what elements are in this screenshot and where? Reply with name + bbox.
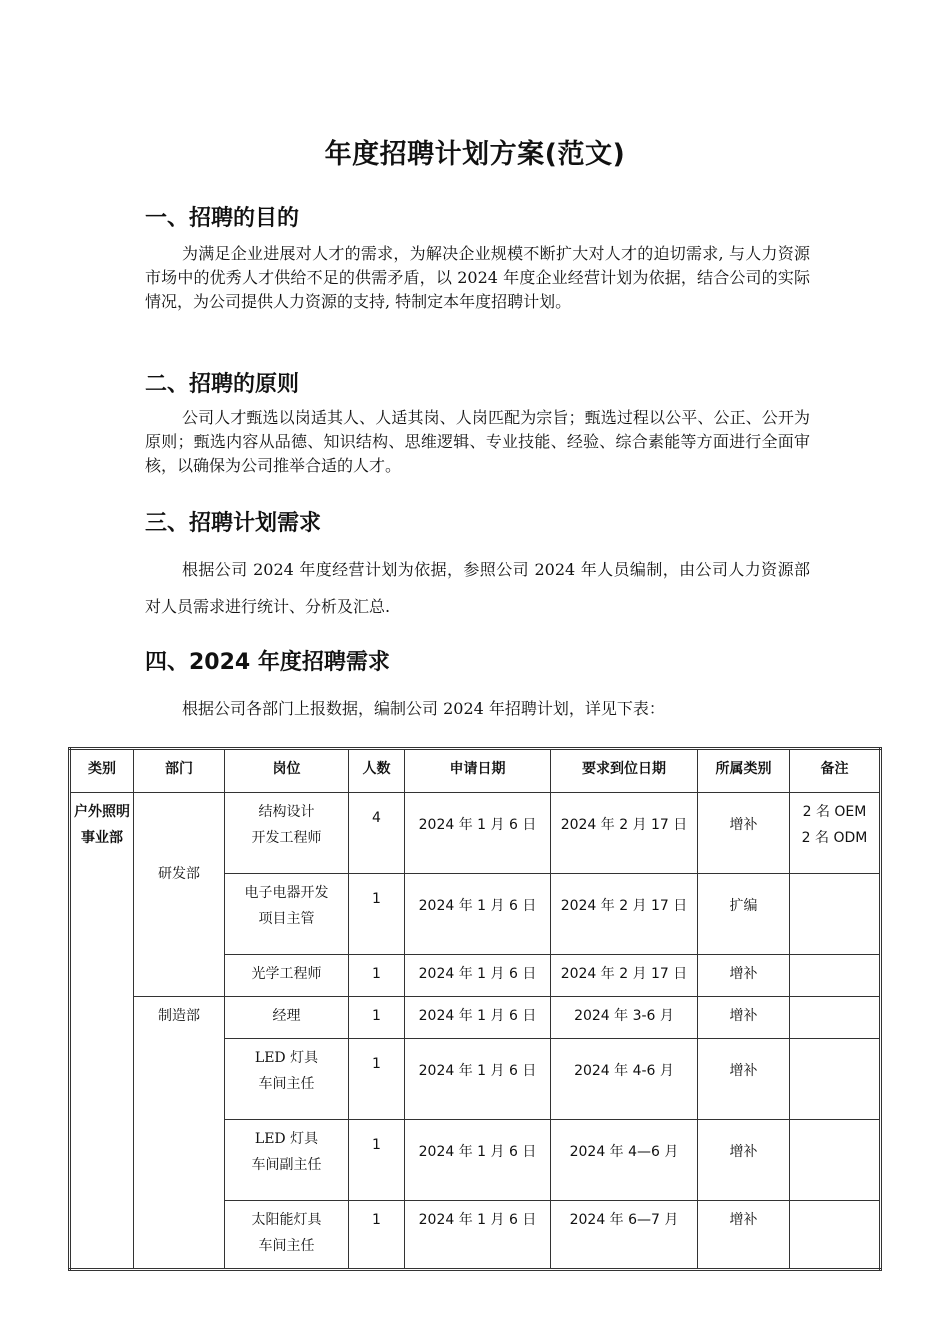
department-cell-manufacturing: 制造部 <box>134 997 225 1270</box>
note-cell <box>790 1039 881 1120</box>
section-4-heading: 四、2024 年度招聘需求 <box>145 650 390 675</box>
count-cell: 1 <box>349 1201 405 1270</box>
position-cell <box>225 1039 349 1120</box>
department-cell-rd: 研发部 <box>134 793 225 997</box>
required-date-cell: 2024 年 4-6 月 <box>551 1039 698 1120</box>
position-line-2: 车间主任 <box>258 1238 315 1254</box>
count-cell: 1 <box>349 1120 405 1201</box>
section-1-heading: 一、招聘的目的 <box>145 206 300 231</box>
apply-date-cell: 2024 年 1 月 6 日 <box>405 793 551 874</box>
type-cell: 增补 <box>698 1120 790 1201</box>
note-cell <box>790 955 881 997</box>
required-date-cell: 2024 年 2 月 17 日 <box>551 955 698 997</box>
section-3-heading: 三、招聘计划需求 <box>145 511 322 536</box>
section-1-body: 为满足企业进展对人才的需求，为解决企业规模不断扩大对人才的迫切需求, 与人力资源市场中的优秀人才供给不足的供需矛盾，以 2024 年度企业经营计划为依据，结合公司的实际情况，为公司提供人力资源的支持, 特制定本年度招聘计划。 <box>145 244 810 311</box>
position-line-1: 电子电器开发 <box>244 885 329 901</box>
note-cell <box>790 793 881 874</box>
table-row <box>70 997 881 1039</box>
count-cell: 4 <box>349 793 405 874</box>
count-cell: 1 <box>349 955 405 997</box>
category-cell: 户外照明事业部 <box>70 793 134 1270</box>
count-cell: 1 <box>349 1039 405 1120</box>
position-line-2: 车间副主任 <box>251 1157 322 1173</box>
count-cell: 1 <box>349 997 405 1039</box>
document-title: 年度招聘计划方案(范文) <box>324 139 626 170</box>
required-date-cell: 2024 年 2 月 17 日 <box>551 793 698 874</box>
section-2-body: 公司人才甄选以岗适其人、人适其岗、人岗匹配为宗旨；甄选过程以公平、公正、公开为原则；甄选内容从品德、知识结构、思维逻辑、专业技能、经验、综合素能等方面进行全面审核，以确保为公司推举合适的人才。 <box>145 408 810 475</box>
position-cell: 经理 <box>225 997 349 1039</box>
note-cell <box>790 874 881 955</box>
position-line-1: LED 灯具 <box>254 1131 319 1147</box>
count-cell: 1 <box>349 874 405 955</box>
position-line-2: 开发工程师 <box>251 830 322 846</box>
note-cell <box>790 997 881 1039</box>
header-apply-date: 申请日期 <box>405 749 551 793</box>
section-4-body: 根据公司各部门上报数据，编制公司 2024 年招聘计划，详见下表： <box>182 699 665 718</box>
header-note: 备注 <box>790 749 881 793</box>
section-3-body: 根据公司 2024 年度经营计划为依据，参照公司 2024 年人员编制，由公司人力资源部对人员需求进行统计、分析及汇总. <box>145 560 810 616</box>
apply-date-cell: 2024 年 1 月 6 日 <box>405 1039 551 1120</box>
table-row <box>70 793 881 874</box>
position-cell <box>225 793 349 874</box>
position-line-1: 太阳能灯具 <box>251 1212 322 1228</box>
apply-date-cell: 2024 年 1 月 6 日 <box>405 997 551 1039</box>
recruitment-plan-table <box>68 747 882 1271</box>
note-line-1: 2 名 OEM <box>802 804 867 820</box>
type-cell: 增补 <box>698 1201 790 1270</box>
position-line-1: LED 灯具 <box>254 1050 319 1066</box>
header-category: 类别 <box>70 749 134 793</box>
position-cell: 光学工程师 <box>225 955 349 997</box>
note-cell <box>790 1201 881 1270</box>
required-date-cell: 2024 年 4—6 月 <box>551 1120 698 1201</box>
header-required-date: 要求到位日期 <box>551 749 698 793</box>
section-2-heading: 二、招聘的原则 <box>145 372 300 397</box>
type-cell: 增补 <box>698 997 790 1039</box>
type-cell: 增补 <box>698 955 790 997</box>
type-cell: 增补 <box>698 1039 790 1120</box>
apply-date-cell: 2024 年 1 月 6 日 <box>405 1201 551 1270</box>
position-line-2: 车间主任 <box>258 1076 315 1092</box>
type-cell: 增补 <box>698 793 790 874</box>
apply-date-cell: 2024 年 1 月 6 日 <box>405 874 551 955</box>
note-cell <box>790 1120 881 1201</box>
position-cell <box>225 874 349 955</box>
header-department: 部门 <box>134 749 225 793</box>
apply-date-cell: 2024 年 1 月 6 日 <box>405 1120 551 1201</box>
note-line-2: 2 名 ODM <box>801 830 868 846</box>
required-date-cell: 2024 年 3-6 月 <box>551 997 698 1039</box>
position-cell <box>225 1120 349 1201</box>
required-date-cell: 2024 年 6—7 月 <box>551 1201 698 1270</box>
header-position: 岗位 <box>225 749 349 793</box>
header-count: 人数 <box>349 749 405 793</box>
header-type: 所属类别 <box>698 749 790 793</box>
type-cell: 扩编 <box>698 874 790 955</box>
position-cell <box>225 1201 349 1270</box>
apply-date-cell: 2024 年 1 月 6 日 <box>405 955 551 997</box>
table-header-row <box>70 749 881 793</box>
position-line-1: 结构设计 <box>258 804 315 820</box>
required-date-cell: 2024 年 2 月 17 日 <box>551 874 698 955</box>
position-line-2: 项目主管 <box>258 911 315 927</box>
